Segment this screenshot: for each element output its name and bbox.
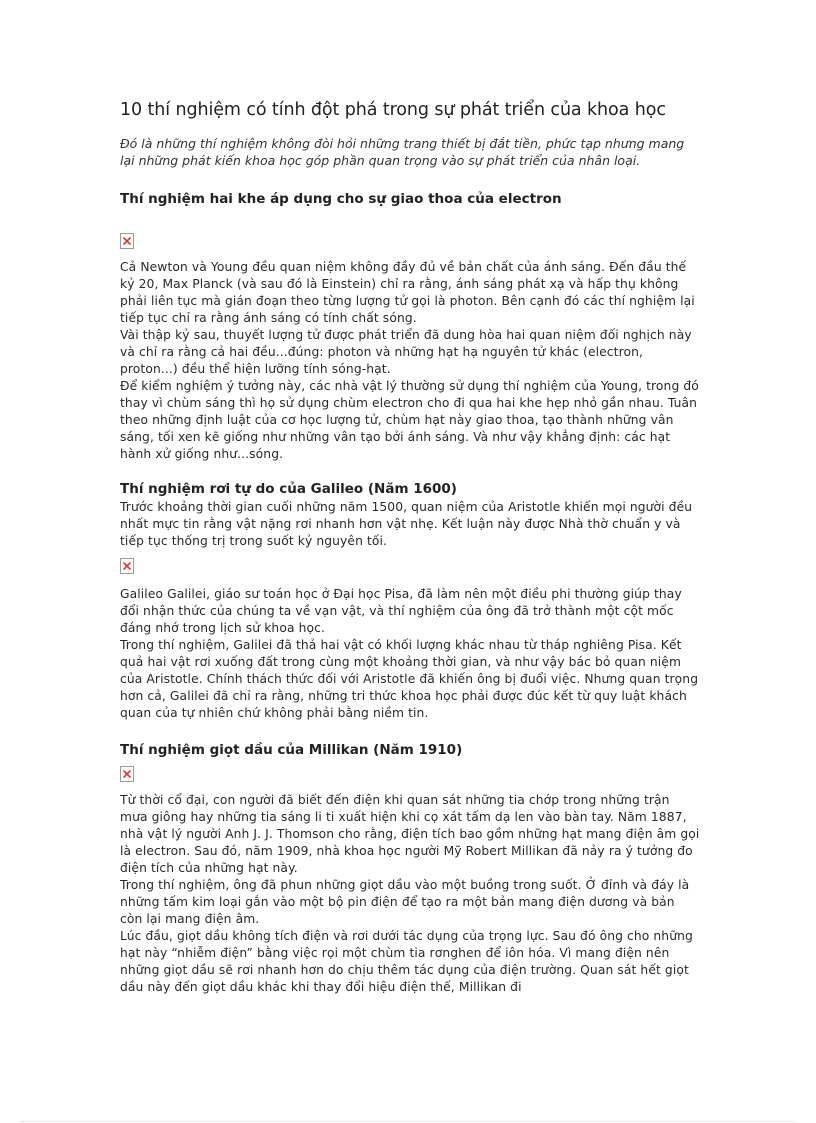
page-title: 10 thí nghiệm có tính đột phá trong sự phát triển của khoa học bbox=[120, 100, 666, 120]
paragraph: Từ thời cổ đại, con người đã biết đến điện khi quan sát những tia chớp trong những trận mưa giông hay những tia sáng li ti xuất hiện khi cọ xát tấm dạ len vào bàn tay. Năm 1887, nhà vật lý người Anh J. J. Thomson cho rằng, điện tích bao gồm những hạt mang điện âm gọi là electron. Sau đó, năm 1909, nhà khoa học người Mỹ Robert Millikan đã nảy ra ý tưởng đo điện tích của những hạt này. bbox=[120, 793, 700, 875]
paragraph: Lúc đầu, giọt dầu không tích điện và rơi dưới tác dụng của trọng lực. Sau đó ông cho những hạt này “nhiễm điện” bằng việc rọi một chùm tia rơnghen để iôn hóa. Vì mang điện nên những giọt dầu sẽ rơi nhanh hơn do chịu thêm tác dụng của điện trường. Quan sát hết giọt dầu này đến giọt dầu khác khi thay đổi hiệu điện thế, Millikan đi bbox=[120, 929, 693, 994]
paragraph: Để kiểm nghiệm ý tưởng này, các nhà vật lý thường sử dụng thí nghiệm của Young, trong đó thay vì chùm sáng thì họ sử dụng chùm electron cho đi qua hai khe hẹp nhỏ gần nhau. Tuân theo những định luật của cơ học lượng tử, chùm hạt này giao thoa, tạo thành những vân sáng, tối xen kẽ giống như những vân tạo bởi ánh sáng. Và như vậy khẳng định: các hạt hành xử giống như...sóng. bbox=[120, 379, 699, 461]
broken-image-icon bbox=[120, 558, 134, 574]
paragraph: Trong thí nghiệm, Galilei đã thả hai vật có khối lượng khác nhau từ tháp nghiêng Pisa. Kết quả hai vật rơi xuống đất trong cùng một khoảng thời gian, và như vậy bác bỏ quan niệm của Aristotle. Chính thách thức đối với Aristotle đã khiến ông bị đuổi việc. Nhưng quan trọng hơn cả, Galilei đã chỉ ra rằng, những tri thức khoa học phải được đúc kết từ quy luật khách quan của tự nhiên chứ không phải bằng niềm tin. bbox=[120, 638, 699, 720]
paragraph: Cả Newton và Young đều quan niệm không đầy đủ về bản chất của ánh sáng. Đến đầu thế kỷ 20, Max Planck (và sau đó là Einstein) chỉ ra rằng, ánh sáng phát xạ và hấp thụ không phải liên tục mà gián đoạn theo từng lượng tử gọi là photon. Bên cạnh đó các thí nghiệm lại tiếp tục chỉ ra rằng ánh sáng có tính chất sóng. bbox=[120, 260, 695, 325]
section-heading-galileo: Thí nghiệm rơi tự do của Galileo (Năm 1600) bbox=[120, 481, 457, 497]
page-subtitle: Đó là những thí nghiệm không đòi hỏi những trang thiết bị đắt tiền, phức tạp nhưng mang lại những phát kiến khoa học góp phần quan trọng vào sự phát triển của nhân loại. bbox=[120, 136, 685, 168]
paragraph: Trong thí nghiệm, ông đã phun những giọt dầu vào một buồng trong suốt. Ở đỉnh và đáy là những tấm kim loại gắn vào một bộ pin điện để tạo ra một bản mang điện dương và bản còn lại mang điện âm. bbox=[120, 878, 690, 926]
paragraph: Trước khoảng thời gian cuối những năm 1500, quan niệm của Aristotle khiến mọi người đều nhất mực tin rằng vật nặng rơi nhanh hơn vật nhẹ. Kết luận này được Nhà thờ chuẩn y và tiếp tục thống trị trong suốt kỷ nguyên tối. bbox=[120, 500, 693, 548]
broken-image-icon bbox=[120, 233, 134, 249]
page-bottom-divider bbox=[20, 1121, 796, 1122]
broken-image-x-icon bbox=[123, 562, 131, 570]
paragraph: Vài thập kỷ sau, thuyết lượng tử được phát triển đã dung hòa hai quan niệm đối nghịch này và chỉ ra rằng cả hai đều...đúng: photon và những hạt hạ nguyên tử khác (electron, proton...) đều thể hiện lưỡng tính sóng-hạt. bbox=[120, 328, 692, 376]
broken-image-icon bbox=[120, 766, 134, 782]
document-page bbox=[120, 100, 700, 996]
broken-image-x-icon bbox=[123, 770, 131, 778]
section-heading-millikan: Thí nghiệm giọt dầu của Millikan (Năm 1910) bbox=[120, 742, 463, 758]
section-heading-double-slit: Thí nghiệm hai khe áp dụng cho sự giao thoa của electron bbox=[120, 191, 562, 207]
broken-image-x-icon bbox=[123, 237, 131, 245]
paragraph: Galileo Galilei, giáo sư toán học ở Đại học Pisa, đã làm nên một điều phi thường giúp thay đổi nhận thức của chúng ta về vạn vật, và thí nghiệm của ông đã trở thành một cột mốc đáng nhớ trong lịch sử khoa học. bbox=[120, 587, 682, 635]
